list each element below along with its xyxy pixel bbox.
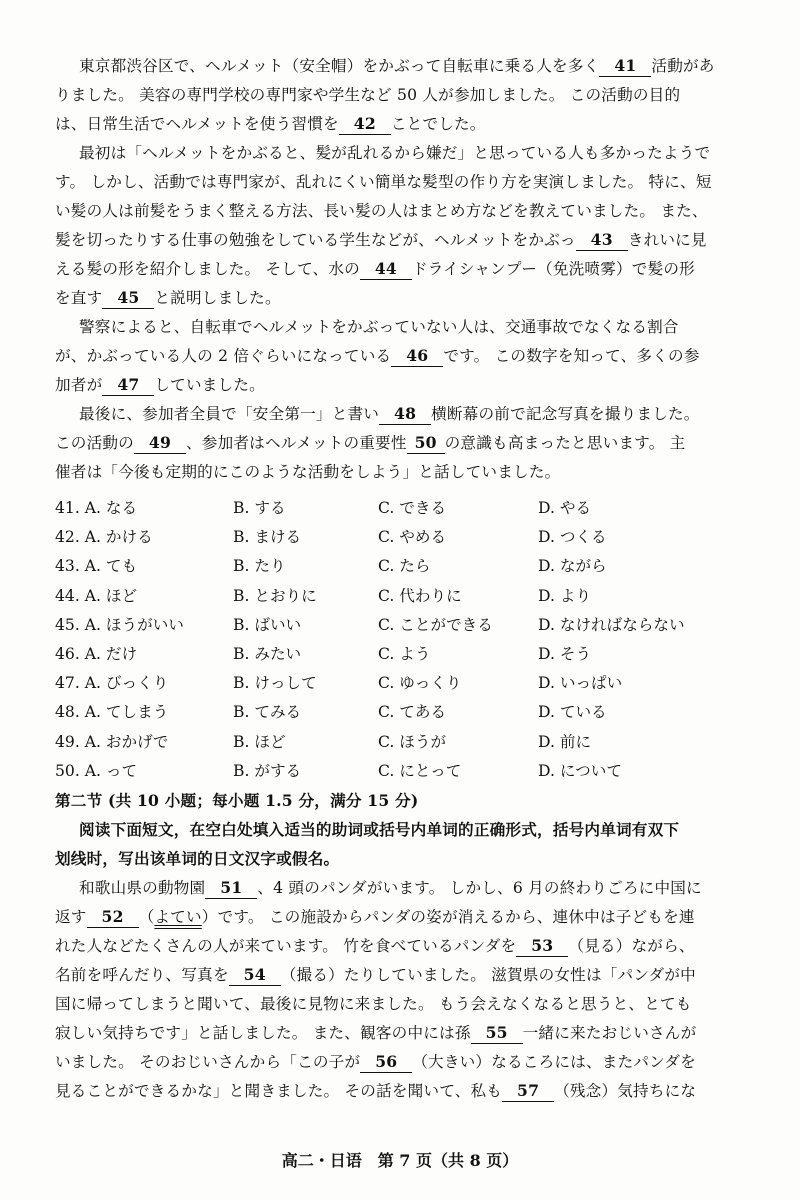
option-row [55, 669, 755, 698]
passage-line: 名前を呼んだり、写真を 54 （撮る）たりしていました。 滋賀県の女性は「パンダが中 [55, 965, 696, 984]
answer-options [55, 494, 755, 786]
option-choice[interactable]: D. ている [538, 703, 607, 722]
option-choice[interactable]: C. できる [378, 499, 447, 517]
option-row [55, 640, 755, 669]
blank-41[interactable]: 41 [599, 55, 651, 77]
option-row [55, 523, 755, 552]
option-choice[interactable]: B. ばいい [233, 615, 302, 634]
section-heading: 第二节 (共 10 小题；每小题 1.5 分，满分 15 分) [55, 791, 419, 810]
passage-2 [55, 874, 745, 1106]
option-row [55, 494, 755, 523]
option-choice[interactable]: B. てみる [233, 703, 302, 722]
blank-53[interactable]: 53 [516, 935, 568, 957]
option-choice[interactable]: C. 代わりに [378, 586, 462, 605]
passage-line: す。 しかし、活動では専門家が、乱れにくい簡単な髪型の作り方を実演しました。 特に、短 [55, 173, 712, 191]
option-choice[interactable]: D. より [538, 586, 592, 605]
blank-57[interactable]: 57 [502, 1080, 554, 1102]
passage-line: りました。 美容の専門学校の専門家や学生など 50 人が参加しました。 この活動の目的 [55, 86, 681, 104]
passage-line: 催者は「今後も定期的にこのような活動をしよう」と話していました。 [55, 463, 561, 481]
passage-line: いました。 そのおじいさんから「この子が 56 （大きい）なるころには、またパンダを [55, 1052, 696, 1071]
option-choice[interactable]: D. なければならない [538, 615, 685, 634]
blank-48[interactable]: 48 [379, 403, 431, 425]
passage-1 [55, 52, 745, 487]
blank-51[interactable]: 51 [205, 877, 257, 899]
option-choice[interactable]: B. する [233, 499, 286, 517]
passage-line: 和歌山県の動物園 51 、4 頭のパンダがいます。 しかし、6 月の終わりごろに中国に [79, 878, 702, 897]
option-choice[interactable]: D. そう [538, 644, 592, 663]
option-row [55, 698, 755, 727]
option-choice[interactable]: B. がする [233, 761, 302, 780]
blank-52[interactable]: 52 [87, 906, 139, 928]
option-choice[interactable]: B. とおりに [233, 586, 317, 605]
passage-line: 見ることができるかな」と聞きました。 その話を聞いて、私も 57 （残念）気持ちにな [55, 1081, 697, 1100]
option-choice[interactable]: B. みたい [233, 644, 302, 663]
option-choice[interactable]: D. 前に [538, 732, 592, 751]
option-choice[interactable]: 49. A. おかげで [55, 732, 169, 751]
option-choice[interactable]: D. いっぱい [538, 674, 623, 693]
passage-line: この活動の 49 、参加者はヘルメットの重要性 50 の意識も高まったと思います。 主 [55, 433, 686, 452]
option-choice[interactable]: C. にとって [378, 761, 462, 780]
option-choice[interactable]: 47. A. びっくり [55, 674, 169, 693]
passage-line: 最後に、参加者全員で「安全第一」と書い 48 横断幕の前で記念写真を撮りました。 [79, 404, 700, 423]
option-choice[interactable]: 44. A. ほど [55, 586, 138, 605]
option-choice[interactable]: 43. A. ても [55, 557, 138, 576]
blank-46[interactable]: 46 [391, 345, 443, 367]
passage-line: 警察によると、自転車でヘルメットをかぶっていない人は、交通事故でなくなる割合 [79, 318, 679, 336]
option-choice[interactable]: 45. A. ほうがいい [55, 615, 184, 634]
option-choice[interactable]: C. やめる [378, 528, 447, 547]
option-choice[interactable]: B. たり [233, 557, 286, 576]
blank-43[interactable]: 43 [576, 229, 628, 251]
option-row [55, 582, 755, 611]
option-choice[interactable]: C. ゆっくり [378, 674, 462, 693]
option-choice[interactable]: C. ほうが [378, 732, 447, 751]
page-footer: 高二・日语 第 7 页（共 8 页） [281, 1151, 519, 1170]
option-choice[interactable]: 46. A. だけ [55, 644, 138, 663]
option-choice[interactable]: D. ながら [538, 557, 607, 576]
passage-line: 髪を切ったりする仕事の勉強をしている学生などが、ヘルメットをかぶっ 43 きれいに見 [55, 230, 707, 249]
section-instruction: 阅读下面短文，在空白处填入适当的助词或括号内单词的正确形式，括号内单词有双下 [79, 820, 680, 839]
passage-line: い髪の人は前髪をうまく整える方法、長い髪の人はまとめ方などを教えていました。 また、 [55, 202, 708, 220]
blank-47[interactable]: 47 [102, 374, 154, 396]
option-choice[interactable]: D. やる [538, 499, 592, 517]
option-choice[interactable]: 48. A. てしまう [55, 703, 169, 722]
option-choice[interactable]: B. けっして [233, 674, 317, 693]
option-choice[interactable]: C. ことができる [378, 615, 493, 634]
blank-54[interactable]: 54 [229, 964, 281, 986]
option-row [55, 611, 755, 640]
passage-line: 国に帰ってしまうと聞いて、最後に見物に来ました。 もう会えなくなると思うと、とても [55, 995, 692, 1013]
passage-line: 寂しい気持ちです」と話しました。 また、観客の中には孫 55 一緒に来たおじいさんが [55, 1023, 697, 1042]
section-2 [55, 786, 745, 873]
option-choice[interactable]: D. つくる [538, 528, 607, 547]
option-row [55, 552, 755, 581]
option-choice[interactable]: C. たら [378, 557, 431, 576]
passage-line: が、かぶっている人の 2 倍ぐらいになっている 46 です。 この数字を知って、多くの参 [55, 346, 700, 365]
passage-line: 東京都渋谷区で、ヘルメット（安全帽）をかぶって自転車に乗る人を多く 41 活動があ [79, 56, 715, 75]
option-choice[interactable]: B. ほど [233, 732, 286, 751]
option-choice[interactable]: B. まける [233, 528, 302, 547]
option-choice[interactable]: 50. A. って [55, 761, 138, 780]
option-choice[interactable]: C. てある [378, 703, 447, 722]
passage-line: える髪の形を紹介しました。 そして、水の 44 ドライシャンプー（免洗喷雾）で髪の形 [55, 259, 695, 278]
passage-line: 返す 52 （よてい）です。 この施設からパンダの姿が消えるから、連休中は子どもを連 [55, 907, 695, 926]
passage-line: れた人などたくさんの人が来ています。 竹を食べているパンダを 53 （見る）ながら、 [55, 936, 695, 955]
option-row [55, 728, 755, 757]
option-choice[interactable]: D. について [538, 761, 622, 780]
double-underlined-word: よてい [154, 908, 202, 926]
blank-55[interactable]: 55 [471, 1022, 523, 1044]
option-choice[interactable]: 41. A. なる [55, 499, 138, 517]
blank-45[interactable]: 45 [102, 287, 154, 309]
blank-49[interactable]: 49 [134, 432, 186, 454]
option-choice[interactable]: 42. A. かける [55, 528, 153, 547]
passage-line: は、日常生活でヘルメットを使う習慣を 42 ことでした。 [55, 114, 486, 133]
option-row [55, 757, 755, 786]
passage-line: を直す 45 と説明しました。 [55, 288, 281, 307]
passage-line: 最初は「ヘルメットをかぶると、髪が乱れるから嫌だ」と思っている人も多かったようで [79, 144, 711, 162]
passage-line: 加者が 47 していました。 [55, 375, 265, 394]
blank-44[interactable]: 44 [360, 258, 412, 280]
blank-50[interactable]: 50 [407, 432, 445, 454]
blank-56[interactable]: 56 [360, 1051, 412, 1073]
blank-42[interactable]: 42 [339, 113, 391, 135]
section-instruction: 划线时，写出该单词的日文汉字或假名。 [55, 849, 340, 868]
option-choice[interactable]: C. よう [378, 644, 431, 663]
